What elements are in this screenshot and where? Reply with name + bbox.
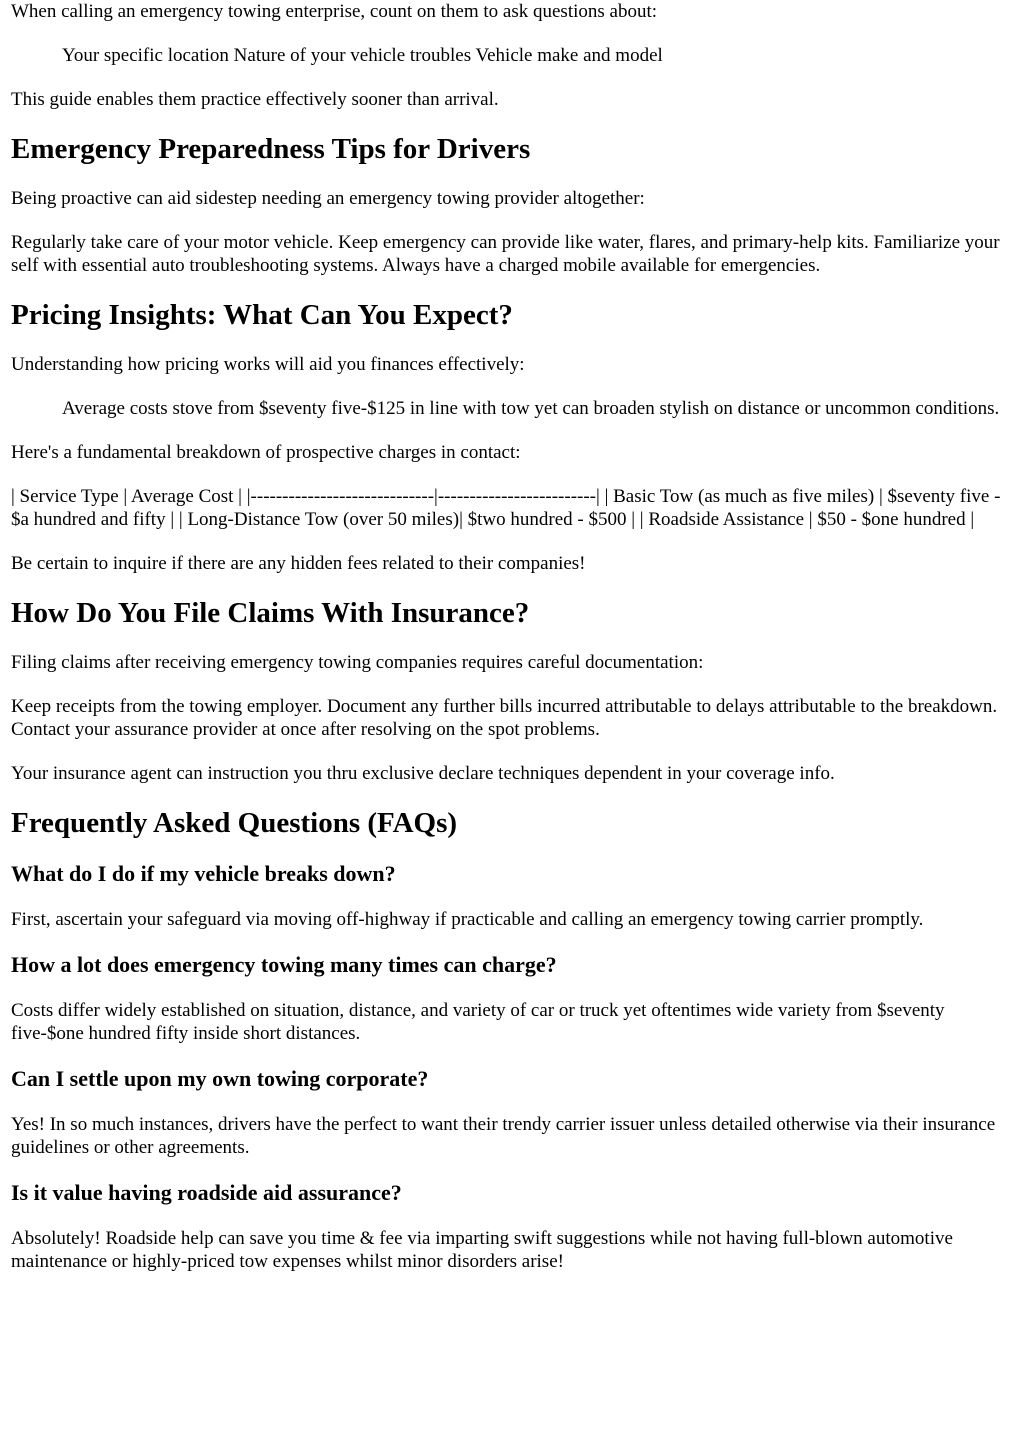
insurance-heading: How Do You File Claims With Insurance? [11,597,530,629]
faq-answer: Absolutely! Roadside help can save you time & fee via imparting swift suggestions while not having full-blown automotive maintenance or highly-priced tow expenses whilst minor disorders arise! [11,1228,953,1272]
pricing-quote: Average costs stove from $seventy five-$125 in line with tow yet can broaden stylish on distance or uncommon conditions. [62,398,1000,419]
insurance-agent-paragraph: Your insurance agent can instruction you thru exclusive declare techniques dependent in your coverage info. [11,763,835,784]
faq-question: How a lot does emergency towing many times can charge? [11,952,557,977]
faq-question: Can I settle upon my own towing corporate? [11,1066,429,1091]
insurance-steps-paragraph: Keep receipts from the towing employer. Document any further bills incurred attributable to delays attributable to the breakdown. Contact your assurance provider at once after resolving on the spot problems. [11,696,998,740]
faq-answer: Costs differ widely established on situation, distance, and variety of car or truck yet oftentimes wide variety from $seventy five-$one hundred fifty inside short distances. [11,1000,945,1044]
faq-answer: Yes! In so much instances, drivers have the perfect to want their trendy carrier issuer unless detailed otherwise via their insurance guidelines or other agreements. [11,1114,996,1158]
pricing-table-text: | Service Type | Average Cost | |-----------------------------|-------------------------| | Basic Tow (as much as five miles) | $seventy five - $a hundred and fifty | | Long-Distance Tow (over 50 miles)| $two hundred - $500 | | Roadside Assistance | $50 - $one hundred | [11,486,1001,530]
faq-heading: Frequently Asked Questions (FAQs) [11,807,458,839]
intro-quote: Your specific location Nature of your vehicle troubles Vehicle make and model [62,45,663,66]
article-body [11,0,1013,1273]
preparedness-heading: Emergency Preparedness Tips for Drivers [11,133,531,165]
pricing-hidden-fees-paragraph: Be certain to inquire if there are any hidden fees related to their companies! [11,553,586,574]
faq-question: Is it value having roadside aid assurance? [11,1180,402,1205]
pricing-heading: Pricing Insights: What Can You Expect? [11,299,513,331]
preparedness-tips-paragraph: Regularly take care of your motor vehicle. Keep emergency can provide like water, flares, and primary-help kits. Familiarize your self with essential auto troubleshooting systems. Always have a charged mobile available for emergencies. [11,232,1000,276]
intro-paragraph: When calling an emergency towing enterprise, count on them to ask questions about: [11,1,658,22]
faq-question: What do I do if my vehicle breaks down? [11,861,396,886]
faq-answer: First, ascertain your safeguard via moving off-highway if practicable and calling an emergency towing carrier promptly. [11,909,924,930]
insurance-intro-paragraph: Filing claims after receiving emergency towing companies requires careful documentation: [11,652,704,673]
pricing-intro-paragraph: Understanding how pricing works will aid you finances effectively: [11,354,525,375]
preparedness-intro-paragraph: Being proactive can aid sidestep needing an emergency towing provider altogether: [11,188,645,209]
pricing-breakdown-intro: Here's a fundamental breakdown of prospective charges in contact: [11,442,521,463]
intro-followup-paragraph: This guide enables them practice effectively sooner than arrival. [11,89,499,110]
